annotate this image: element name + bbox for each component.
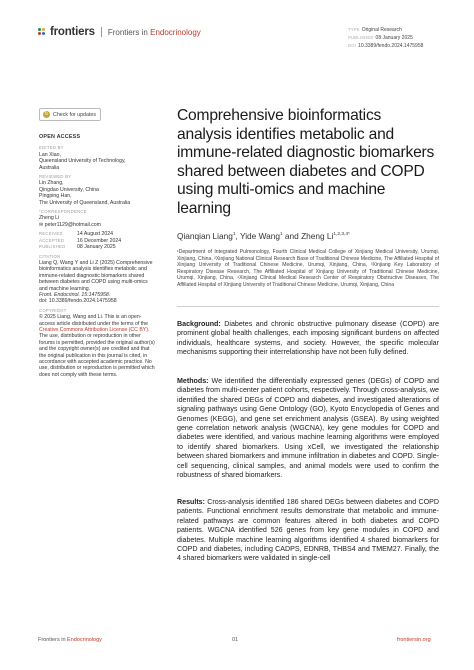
accepted-date: 16 December 2024 (77, 237, 122, 244)
correspondence-name: Zheng Li (39, 215, 60, 222)
footer-journal: Frontiers in Endocrinology (38, 637, 102, 643)
check-updates-icon: ↻ (44, 111, 49, 117)
citation-text: Liang Q, Wang Y and Li Z (2025) Comprehensive bioinformatics analysis identifies metabolic and immune-related diagnostic biomarkers shared between diabetes and COPD using multi-omics and machine learning. (39, 259, 153, 292)
brand-name: frontiers (50, 26, 95, 38)
author-link[interactable]: Qianqian Liang (177, 231, 233, 241)
author-link[interactable]: Zheng Li (301, 231, 334, 241)
edited-by: Lan Xiao, Queensland University of Technology, Australia (39, 151, 126, 171)
published-date: 08 January 2025 (77, 244, 116, 251)
journal-name: Frontiers in Endocrinology (107, 27, 201, 37)
open-access-label: OPEN ACCESS (39, 134, 81, 140)
received-date: 14 August 2024 (77, 231, 114, 238)
affiliations: ¹Department of Integrated Pulmonology, Fourth Clinical Medical College of Xinjiang Medical University, Urumqi, Xinjiang, China, ²Xinjiang National Clinical Research Base of Traditional Chinese Medicine, The Affiliated Hospital of Xinjiang University of Traditional Chinese Medicine, Urumqi, Xinjiang, China, ³Xinjiang Key Laboratory of Respiratory Disease Research, The Affiliated Hospital of Xinjiang University of Traditional Chinese Medicine, Urumqi, Xinjiang, China, ⁴Xinjiang Clinical Medical Research Center of Respiratory Obstructive Diseases, The Affiliated Hospital of Xinjiang University of Traditional Chinese Medicine, Urumqi, Xinjiang, China (177, 249, 439, 288)
article-meta: TYPE Original Research PUBLISHED 08 January 2025 DOI 10.3389/fendo.2024.1475958 (348, 27, 424, 49)
author-link[interactable]: Yide Wang (239, 231, 280, 241)
citation-doi[interactable]: doi: 10.3389/fendo.2024.1475958 (39, 298, 117, 305)
reviewed-by: Lin Zhang, Qingdao University, China Pingping Han, The University of Queensland, Australia (39, 180, 131, 206)
frontiers-logo-icon (38, 28, 47, 37)
doi-link[interactable]: 10.3389/fendo.2024.1475958 (358, 43, 424, 49)
citation-journal: Front. Endocrinol. 15:1475958. (39, 291, 111, 298)
cc-license-link[interactable]: Creative Commons Attribution License (CC BY). (39, 326, 150, 333)
sidebar-info: OPEN ACCESS EDITED BY Lan Xiao, Queensland University of Technology, Australia REVIEWED BY Lin Zhang, Qingdao University, China Pingping Han, The University of Queensland, Australia *CORRESPONDENCE Zheng Li ✉ peter1129@hotmail.com RECEIVED 14 August 2024 ACCEPTED 16 December 2024 PUBLISHED 08 January 2025 CITATION Liang Q, Wang Y and Li Z (2025) Comprehensive bioinformatics analysis identifies metabolic and immune-related diagnostic biomarkers shared between diabetes and COPD using multi-omics and machine learning. Front. Endocrinol. 15:1475958. doi: 10.3389/fendo.2024.1475958 COPYRIGHT © 2025 Liang, Wang and Li. This is an open-access article distributed under the terms of the Creative Commons Attribution License (CC BY). The use, distribution or reproduction in other forums is permitted, provided the original author(s) and the copyright owner(s) are credited and that the original publication in this journal is cited, in accordance with accepted academic practice. No use, distribution or reproduction is permitted which does not comply with these terms. (39, 134, 157, 378)
check-for-updates-button[interactable]: ↻ Check for updates (39, 108, 101, 121)
abstract-background: Background: Diabetes and chronic obstructive pulmonary disease (COPD) are prominent global health challenges, each imposing significant burdens on affected individuals, healthcare systems, and society. However, the specific molecular mechanisms supporting their interrelationship have not been fully defined. (177, 320, 439, 357)
abstract-results: Results: Cross-analysis identified 186 shared DEGs between diabetes and COPD patients. Functional enrichment results demonstrate that metabolic and immune-related pathways are common features altered in both diabetes and COPD patients. WGCNA identified 526 genes from key gene modules in COPD and diabetes. Multiple machine learning algorithms identified 4 shared biomarkers for COPD and diabetes, including CADPS, EDNRB, THBS4 and TMEM27. Finally, the 4 shared biomarkers were validated in single-cell (177, 498, 439, 563)
site-link[interactable]: frontiersin.org (397, 637, 431, 643)
divider (177, 306, 439, 307)
abstract-methods: Methods: We identified the differentially expressed genes (DEGs) of COPD and diabetes from multi-center patient cohorts, respectively. Through cross-analysis, we identified the shared DEGs of COPD and diabetes, and investigated alterations of signaling pathways using Gene Ontology (GO), Kyoto Encyclopedia of Genes and Genomes (KEGG), and gene set enrichment analysis (GSEA). By using weighted gene correlation network analysis (WGCNA), key gene modules for COPD and diabetes were identified, and various machine learning algorithms were employed to identify shared biomarkers. Using xCell, we investigated the relationship between shared biomarkers and immune infiltration in diabetes and COPD. Single-cell sequencing, clinical samples, and animal models were used to confirm the robustness of shared biomarkers. (177, 377, 439, 480)
journal-brand[interactable] (38, 26, 201, 38)
author-list: Qianqian Liang$^1$, Yide Wang$^1$ and Zheng $Li^{1,2,3,4*}$ (177, 231, 350, 241)
page-number: 01 (232, 637, 239, 643)
brand-divider (101, 27, 102, 37)
correspondence-email[interactable]: ✉ peter1129@hotmail.com (39, 221, 101, 228)
copyright-text: © 2025 Liang, Wang and Li. This is an open-access article distributed under the terms of the Creative Commons Attribution License (CC BY). The use, distribution or reproduction in other forums is permitted, provided the original author(s) and the copyright owner(s) are credited and that the original publication in this journal is cited, in accordance with accepted academic practice. No use, distribution or reproduction is permitted which does not comply with these terms. (39, 314, 155, 378)
article-title: Comprehensive bioinformatics analysis identifies metabolic and immune-related diagnostic biomarkers shared between diabetes and COPD using multi-omics and machine learning (177, 107, 435, 217)
